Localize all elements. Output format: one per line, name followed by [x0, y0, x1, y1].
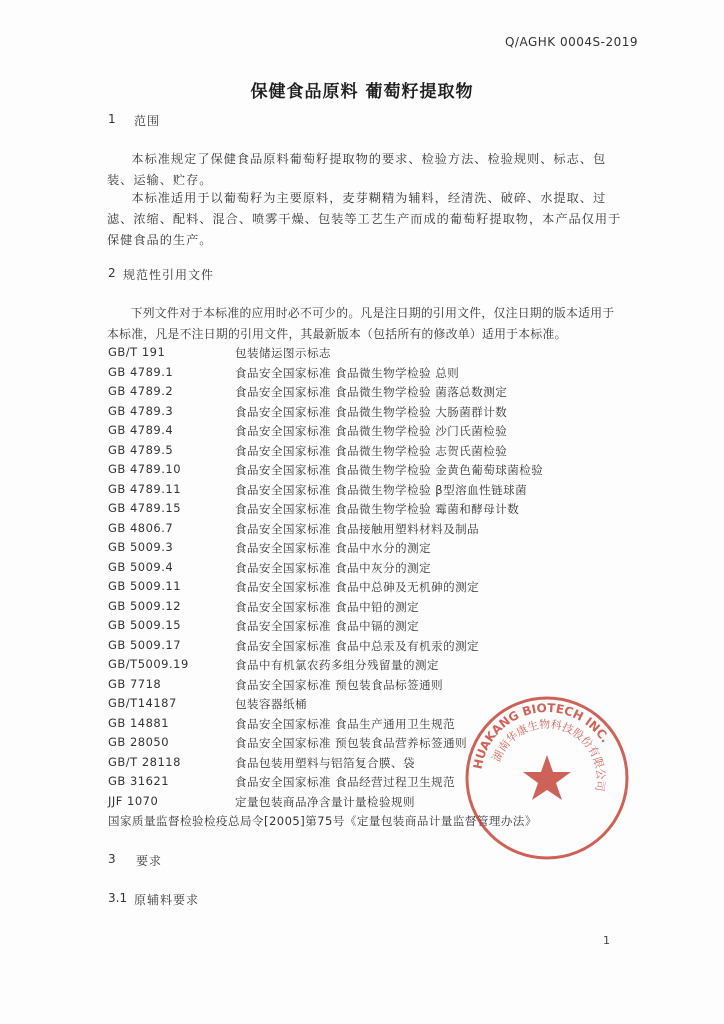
reference-name: 食品安全国家标准 食品微生物学检验 大肠菌群计数 [235, 404, 508, 419]
reference-code: GB 5009.15 [108, 618, 182, 632]
reference-code: GB/T 191 [108, 345, 166, 359]
section-3-number: 3 [108, 852, 116, 866]
reference-name: 食品安全国家标准 食品微生物学检验 霉菌和酵母计数 [235, 502, 520, 516]
reference-code: GB 5009.12 [108, 598, 182, 613]
reference-code: GB 5009.3 [108, 540, 174, 554]
reference-name: 食品安全国家标准 食品中灰分的测定 [235, 560, 432, 575]
reference-name: 包装容器纸桶 [235, 697, 307, 711]
reference-name: 食品安全国家标准 食品中总汞及有机汞的测定 [235, 638, 480, 653]
seal-english-name: HUAKANG BIOTECH INC. [470, 700, 613, 771]
reference-name: 食品安全国家标准 食品中总砷及无机砷的测定 [235, 580, 480, 594]
section-3-1-number: 3.1 [108, 891, 128, 905]
reference-code: GB/T5009.19 [108, 657, 189, 671]
reference-name: 定量包装商品净含量计量检验规则 [235, 794, 415, 809]
company-seal [462, 693, 632, 863]
decree-text: 国家质量监督检验检疫总局令[2005]第75号《定量包装商品计量监督管理办法》 [108, 814, 537, 828]
reference-name: 食品包装用塑料与铝箔复合膜、袋 [235, 755, 415, 770]
reference-name: 食品安全国家标准 食品生产通用卫生规范 [235, 716, 456, 731]
section-3-title: 要求 [136, 854, 163, 868]
reference-name: 食品中有机氯农药多组分残留量的测定 [235, 658, 439, 672]
reference-code: GB 4789.10 [108, 462, 182, 476]
reference-name: 食品安全国家标准 食品微生物学检验 金黄色葡萄球菌检验 [235, 463, 544, 477]
seal-star-icon [523, 755, 571, 800]
reference-name: 食品安全国家标准 食品微生物学检验 菌落总数测定 [235, 385, 508, 399]
reference-code: GB/T 28118 [108, 754, 181, 769]
section-2-title: 规范性引用文件 [123, 268, 215, 282]
references-intro: 下列文件对于本标准的应用时必不可少的。凡是注日期的引用文件，仅注日期的版本适用于本标准，凡是不注日期的引用文件，其最新版本（包括所有的修改单）适用于本标准。 [107, 306, 615, 341]
reference-code: GB 4789.5 [108, 442, 174, 457]
reference-name: 食品安全国家标准 食品微生物学检验 志贺氏菌检验 [235, 443, 508, 458]
reference-code: GB 4789.2 [108, 384, 174, 398]
reference-code: GB 5009.4 [108, 559, 174, 574]
reference-name: 食品安全国家标准 食品微生物学检验 总则 [235, 365, 460, 380]
document-code: Q/AGHK 0004S-2019 [504, 35, 638, 49]
reference-name: 食品安全国家标准 预包装食品标签通则 [235, 677, 444, 692]
reference-name: 食品安全国家标准 食品微生物学检验 β型溶血性链球菌 [235, 482, 528, 497]
section-3-1-title: 原辅料要求 [134, 893, 200, 907]
reference-name: 食品安全国家标准 食品微生物学检验 沙门氏菌检验 [235, 424, 508, 438]
section-1-title: 范围 [134, 114, 161, 128]
reference-code: GB 4789.4 [108, 423, 174, 437]
reference-name: 食品安全国家标准 食品中铅的测定 [235, 599, 420, 614]
reference-code: GB 14881 [108, 715, 170, 730]
document-title: 保健食品原料 葡萄籽提取物 [250, 82, 474, 102]
reference-name: 食品安全国家标准 食品中水分的测定 [235, 541, 432, 555]
reference-code: GB/T14187 [108, 696, 177, 710]
reference-code: GB 31621 [108, 774, 170, 788]
reference-code: GB 4789.11 [108, 481, 182, 496]
reference-name: 包装储运图示标志 [235, 346, 331, 360]
section-1-number: 1 [108, 112, 116, 126]
reference-name: 食品安全国家标准 食品经营过程卫生规范 [235, 775, 456, 789]
scope-paragraph-1: 本标准规定了保健食品原料葡萄籽提取物的要求、检验方法、检验规则、标志、包装、运输、贮存。 [107, 152, 607, 187]
reference-name: 食品安全国家标准 食品接触用塑料材料及制品 [235, 521, 480, 536]
section-2-number: 2 [108, 266, 116, 280]
reference-code: GB 28050 [108, 735, 170, 749]
edge-stamp-mark [706, 320, 720, 400]
reference-code: JJF 1070 [108, 793, 159, 808]
reference-code: GB 4789.1 [108, 364, 174, 379]
reference-code: GB 4789.15 [108, 501, 182, 515]
reference-code: GB 5009.17 [108, 637, 182, 652]
reference-name: 食品安全国家标准 食品中镉的测定 [235, 619, 420, 633]
reference-code: GB 7718 [108, 676, 162, 691]
reference-code: GB 4806.7 [108, 520, 174, 535]
reference-code: GB 4789.3 [108, 403, 174, 418]
reference-name: 食品安全国家标准 预包装食品营养标签通则 [235, 736, 468, 750]
seal-chinese-name: 湖南华康生物科技股份有限公司 [490, 717, 608, 793]
scope-paragraph-2: 本标准适用于以葡萄籽为主要原料，麦芽糊精为辅料，经清洗、破碎、水提取、过滤、浓缩、配料、混合、喷雾干燥、包装等工艺生产而成的葡萄籽提取物，本产品仅用于保健食品的生产。 [107, 191, 622, 247]
page-number: 1 [603, 934, 610, 947]
reference-code: GB 5009.11 [108, 579, 182, 593]
